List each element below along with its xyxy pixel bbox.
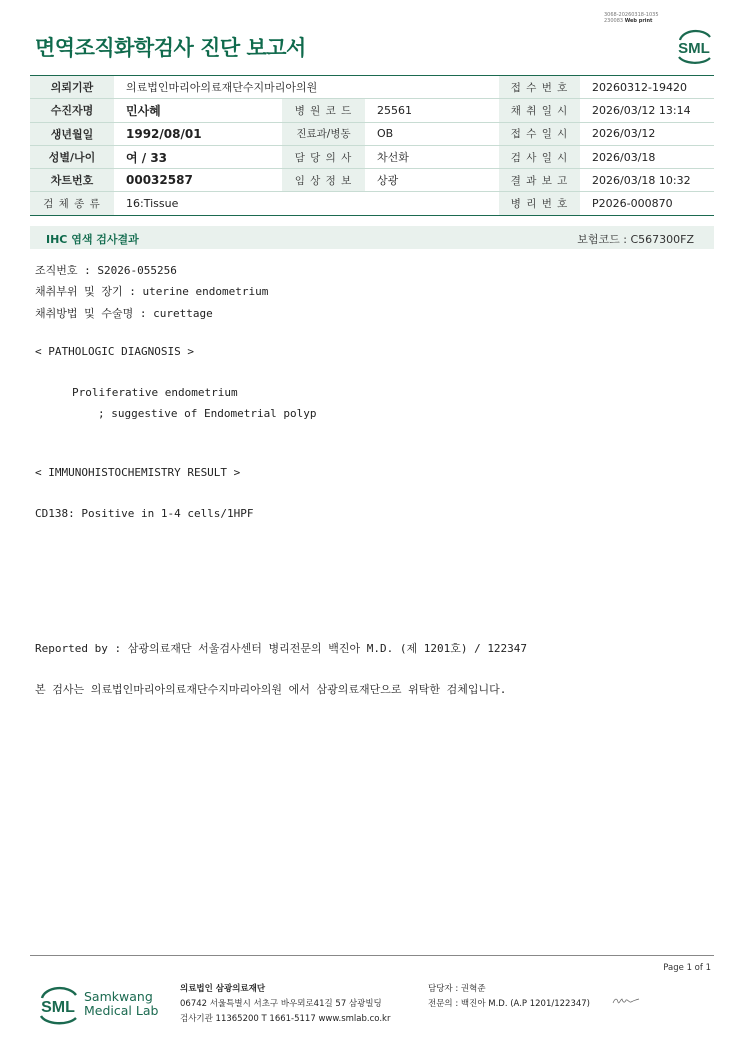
diagnosis-line-1: Proliferative endometrium xyxy=(72,386,238,399)
diagnosis-line-2: ; suggestive of Endometrial polyp xyxy=(98,407,317,420)
request-institution-label: 의뢰기관 xyxy=(30,76,114,99)
print-id-number: 230083 xyxy=(604,18,624,24)
chart-no-label: 차트번호 xyxy=(30,169,114,192)
signature-icon xyxy=(612,994,640,1008)
print-id-line1: 3068-20260318-1035 xyxy=(604,12,659,18)
table-row xyxy=(30,76,714,99)
brand-line-1: Samkwang xyxy=(84,989,153,1004)
receipt-no-value: 20260312-19420 xyxy=(580,76,714,99)
exam-date-label: 검 사 일 시 xyxy=(499,145,580,168)
clinical-info-label: 임 상 정 보 xyxy=(282,169,365,192)
sml-logo-icon xyxy=(36,982,80,1026)
section-header xyxy=(30,226,714,249)
chart-no-value: 00032587 xyxy=(114,169,282,192)
diagnosis-header: < PATHOLOGIC DIAGNOSIS > xyxy=(35,345,194,358)
table-row xyxy=(30,192,714,215)
table-row xyxy=(30,145,714,168)
report-title: 면역조직화학검사 진단 보고서 xyxy=(35,36,306,60)
print-id xyxy=(604,12,659,24)
department-label: 진료과/병동 xyxy=(282,122,365,145)
doctor-label: 담 당 의 사 xyxy=(282,145,365,168)
birth-value: 1992/08/01 xyxy=(114,122,282,145)
org-address: 06742 서울특별시 서초구 바우뫼로41길 57 삼광빌딩 xyxy=(180,999,382,1009)
site-organ: 채취부위 및 장기 : uterine endometrium xyxy=(35,285,269,298)
contact-info xyxy=(428,982,590,1012)
patient-info-table xyxy=(30,75,714,216)
hospital-code-value: 25561 xyxy=(365,99,499,122)
brand-line-2: Medical Lab xyxy=(84,1003,159,1018)
sml-logo-icon xyxy=(672,24,716,64)
section-title: IHC 염색 검사결과 xyxy=(46,233,139,246)
exam-date-value: 2026/03/18 xyxy=(580,145,714,168)
person-in-charge: 담당자 : 권혁준 xyxy=(428,984,486,994)
web-print-label: Web print xyxy=(624,18,653,24)
report-date-value: 2026/03/18 10:32 xyxy=(580,169,714,192)
footer-divider xyxy=(30,955,714,956)
organization-info xyxy=(180,982,390,1027)
pathology-no-value: P2026-000870 xyxy=(580,192,714,215)
insurance-code: 보험코드 : C567300FZ xyxy=(577,233,694,246)
specialist: 전문의 : 백진아 M.D. (A.P 1201/122347) xyxy=(428,999,590,1009)
method-surgery: 채취방법 및 수술명 : curettage xyxy=(35,307,213,320)
org-name: 의료법인 삼광의료재단 xyxy=(180,984,266,994)
department-value: OB xyxy=(365,122,499,145)
sex-age-label: 성별/나이 xyxy=(30,145,114,168)
receipt-date-label: 접 수 일 시 xyxy=(499,122,580,145)
birth-label: 생년월일 xyxy=(30,122,114,145)
page-number: Page 1 of 1 xyxy=(663,963,711,973)
examinee-value: 민사혜 xyxy=(114,99,282,122)
logo-text: SML xyxy=(678,40,710,57)
examinee-label: 수진자명 xyxy=(30,99,114,122)
clinical-info-value: 상광 xyxy=(365,169,499,192)
table-row xyxy=(30,169,714,192)
table-row xyxy=(30,122,714,145)
hospital-code-label: 병 원 코 드 xyxy=(282,99,365,122)
pathology-no-label: 병 리 번 호 xyxy=(499,192,580,215)
collection-date-value: 2026/03/12 13:14 xyxy=(580,99,714,122)
report-date-label: 결 과 보 고 xyxy=(499,169,580,192)
receipt-date-value: 2026/03/12 xyxy=(580,122,714,145)
consignment-note: 본 검사는 의료법인마리아의료재단수지마리아의원 에서 삼광의료재단으로 위탁한 검체입니다. xyxy=(35,683,507,696)
receipt-no-label: 접 수 번 호 xyxy=(499,76,580,99)
specimen-type-value: 16:Tissue xyxy=(114,192,499,215)
request-institution-value: 의료법인마리아의료재단수지마리아의원 xyxy=(114,76,499,99)
sex-age-value: 여 / 33 xyxy=(114,145,282,168)
brand-name xyxy=(84,990,158,1018)
org-contact: 검사기관 11365200 T 1661-5117 www.smlab.co.kr xyxy=(180,1014,391,1024)
logo-text: SML xyxy=(41,999,75,1016)
ihc-result: CD138: Positive in 1-4 cells/1HPF xyxy=(35,507,254,520)
reported-by: Reported by : 삼광의료재단 서울검사센터 병리전문의 백진아 M.D. (제 1201호) / 122347 xyxy=(35,642,528,655)
table-row xyxy=(30,99,714,122)
doctor-value: 차선화 xyxy=(365,145,499,168)
specimen-type-label: 검 체 종 류 xyxy=(30,192,114,215)
collection-date-label: 채 취 일 시 xyxy=(499,99,580,122)
ihc-header: < IMMUNOHISTOCHEMISTRY RESULT > xyxy=(35,466,241,479)
tissue-no: 조직번호 : S2026-055256 xyxy=(35,264,177,277)
